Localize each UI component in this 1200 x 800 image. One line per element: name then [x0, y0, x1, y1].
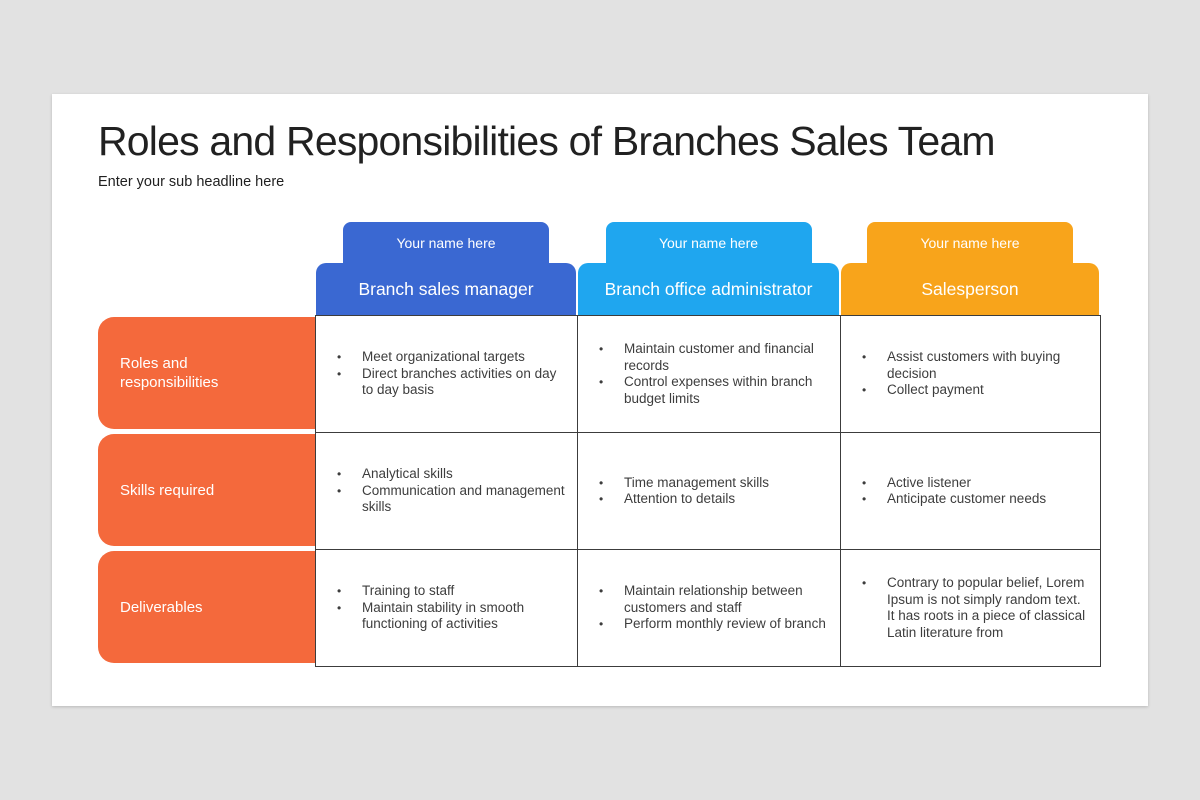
- bullet-icon: •: [337, 483, 342, 498]
- bullet-list: [578, 341, 830, 407]
- list-item: [578, 374, 830, 407]
- bullet-icon: •: [599, 584, 604, 599]
- name-tab: [867, 222, 1073, 263]
- bullet-list: [841, 475, 1090, 508]
- cell-deliverables-administrator: [578, 550, 841, 667]
- cell-deliverables-manager: [316, 550, 578, 667]
- list-item-text: Direct branches activities on day to day basis: [362, 365, 557, 398]
- list-item: [578, 341, 830, 374]
- role-tab: [316, 263, 576, 315]
- bullet-list: [841, 349, 1090, 399]
- list-item: [316, 583, 567, 600]
- name-tab-label: Your name here: [920, 234, 1020, 251]
- bullet-list: [316, 349, 567, 399]
- bullet-icon: •: [599, 475, 604, 490]
- bullet-icon: •: [337, 584, 342, 599]
- list-item: [578, 491, 830, 508]
- bullet-icon: •: [337, 366, 342, 381]
- bullet-icon: •: [599, 342, 604, 356]
- bullet-icon: •: [862, 492, 867, 506]
- row-label-roles: [98, 315, 315, 432]
- cell-skills-salesperson: [841, 433, 1101, 550]
- cell-deliverables-salesperson: [841, 550, 1101, 667]
- list-item: [841, 475, 1090, 492]
- bullet-icon: •: [862, 383, 867, 398]
- list-item: [316, 483, 567, 516]
- slide-title: Roles and Responsibilities of Branches Sales Team: [98, 118, 995, 164]
- role-tab: [578, 263, 839, 315]
- list-item-text: Time management skills: [624, 474, 770, 490]
- list-item-text: Active listener: [887, 474, 972, 490]
- matrix-table: [315, 315, 1101, 667]
- list-item-text: Meet organizational targets: [362, 349, 525, 365]
- list-item-text: Maintain stability in smooth functioning of activities: [362, 599, 525, 632]
- table-row-deliverables: [316, 550, 1101, 667]
- bullet-icon: •: [599, 375, 604, 389]
- list-item: [578, 583, 830, 616]
- column-headers: [315, 222, 1100, 315]
- role-tab-label: Branch office administrator: [604, 278, 813, 299]
- list-item-text: Attention to details: [624, 491, 736, 506]
- row-label-pill: [98, 317, 315, 429]
- list-item-text: Contrary to popular belief, Lorem Ipsum is not simply random text. It has roots in a piece of classical Latin literature from: [887, 575, 1086, 640]
- list-item: [841, 575, 1090, 641]
- list-item: [578, 475, 830, 492]
- column-header-branch-sales-manager: [315, 222, 577, 315]
- row-label-deliverables: [98, 549, 315, 666]
- column-header-salesperson: [840, 222, 1100, 315]
- list-item-text: Control expenses within branch budget limits: [624, 374, 813, 406]
- bullet-list: [316, 466, 567, 516]
- bullet-icon: •: [599, 492, 604, 506]
- role-tab-label: Salesperson: [921, 278, 1019, 299]
- row-label-text: Deliverables: [120, 598, 203, 616]
- name-tab: [343, 222, 549, 263]
- list-item-text: Anticipate customer needs: [887, 491, 1047, 506]
- list-item: [316, 600, 567, 633]
- row-label-pill: [98, 551, 315, 663]
- bullet-icon: •: [599, 617, 604, 632]
- list-item: [316, 466, 567, 483]
- cell-skills-manager: [316, 433, 578, 550]
- list-item-text: Assist customers with buying decision: [887, 349, 1061, 381]
- name-tab: [606, 222, 812, 263]
- list-item-text: Training to staff: [362, 583, 455, 599]
- list-item-text: Perform monthly review of branch: [624, 616, 826, 632]
- name-tab-label: Your name here: [396, 234, 496, 251]
- row-label-skills: [98, 432, 315, 549]
- role-tab: [841, 263, 1099, 315]
- list-item-text: Analytical skills: [362, 466, 453, 482]
- bullet-list: [316, 583, 567, 633]
- cell-roles-salesperson: [841, 316, 1101, 433]
- bullet-icon: •: [337, 600, 342, 615]
- list-item: [316, 349, 567, 366]
- bullet-icon: •: [337, 467, 342, 482]
- list-item-text: Maintain relationship between customers and staff: [624, 583, 803, 615]
- list-item: [841, 349, 1090, 382]
- role-tab-label: Branch sales manager: [358, 278, 534, 299]
- column-header-branch-office-administrator: [577, 222, 840, 315]
- list-item-text: Collect payment: [887, 382, 984, 398]
- name-tab-label: Your name here: [658, 234, 759, 251]
- slide: [52, 94, 1148, 706]
- slide-subtitle: Enter your sub headline here: [98, 174, 285, 190]
- list-item-text: Maintain customer and financial records: [624, 341, 814, 373]
- row-label-pill: [98, 434, 315, 546]
- list-item: [316, 366, 567, 399]
- table-row-roles: [316, 316, 1101, 433]
- bullet-list: [841, 575, 1090, 641]
- bullet-list: [578, 583, 830, 633]
- row-label-text: Roles and responsibilities: [120, 355, 219, 391]
- list-item: [841, 491, 1090, 508]
- bullet-icon: •: [862, 350, 867, 365]
- row-labels: [98, 315, 315, 667]
- row-label-text: Skills required: [120, 481, 215, 499]
- cell-roles-administrator: [578, 316, 841, 433]
- bullet-icon: •: [337, 350, 342, 365]
- list-item-text: Communication and management skills: [362, 482, 565, 515]
- list-item: [841, 382, 1090, 399]
- bullet-list: [578, 475, 830, 508]
- matrix-body: [98, 315, 1101, 667]
- bullet-icon: •: [862, 576, 867, 590]
- bullet-icon: •: [862, 475, 867, 490]
- list-item: [578, 616, 830, 633]
- cell-roles-manager: [316, 316, 578, 433]
- cell-skills-administrator: [578, 433, 841, 550]
- table-row-skills: [316, 433, 1101, 550]
